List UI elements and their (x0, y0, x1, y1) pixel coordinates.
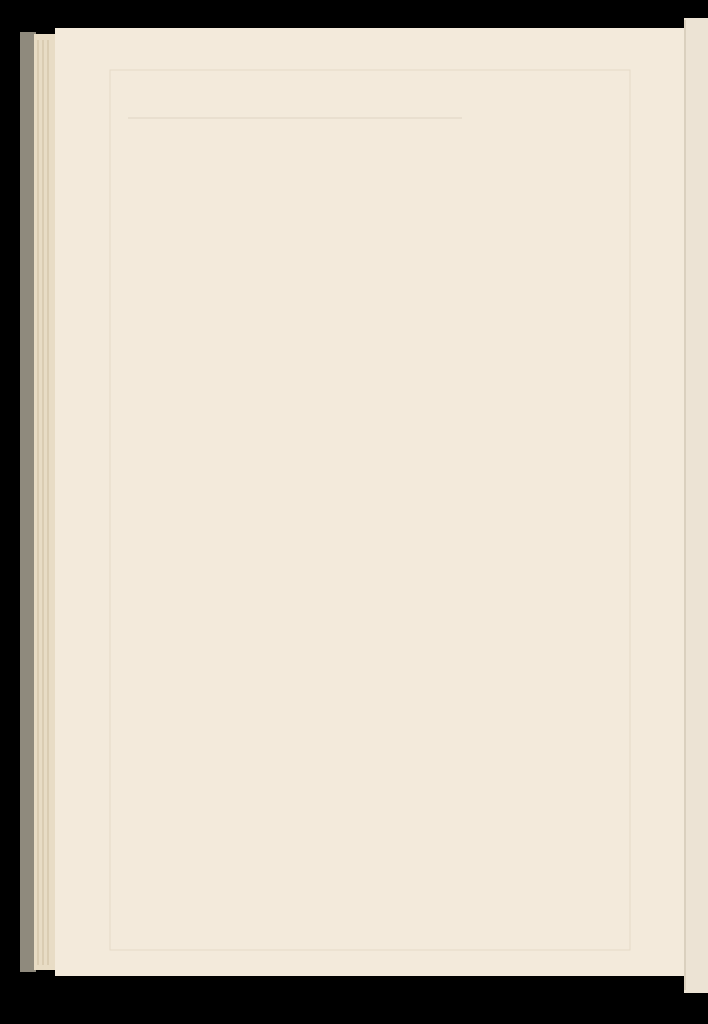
neighbor-page (684, 18, 708, 993)
book-binding (20, 32, 36, 972)
page-edges-left (34, 34, 56, 970)
main-page (55, 28, 685, 976)
